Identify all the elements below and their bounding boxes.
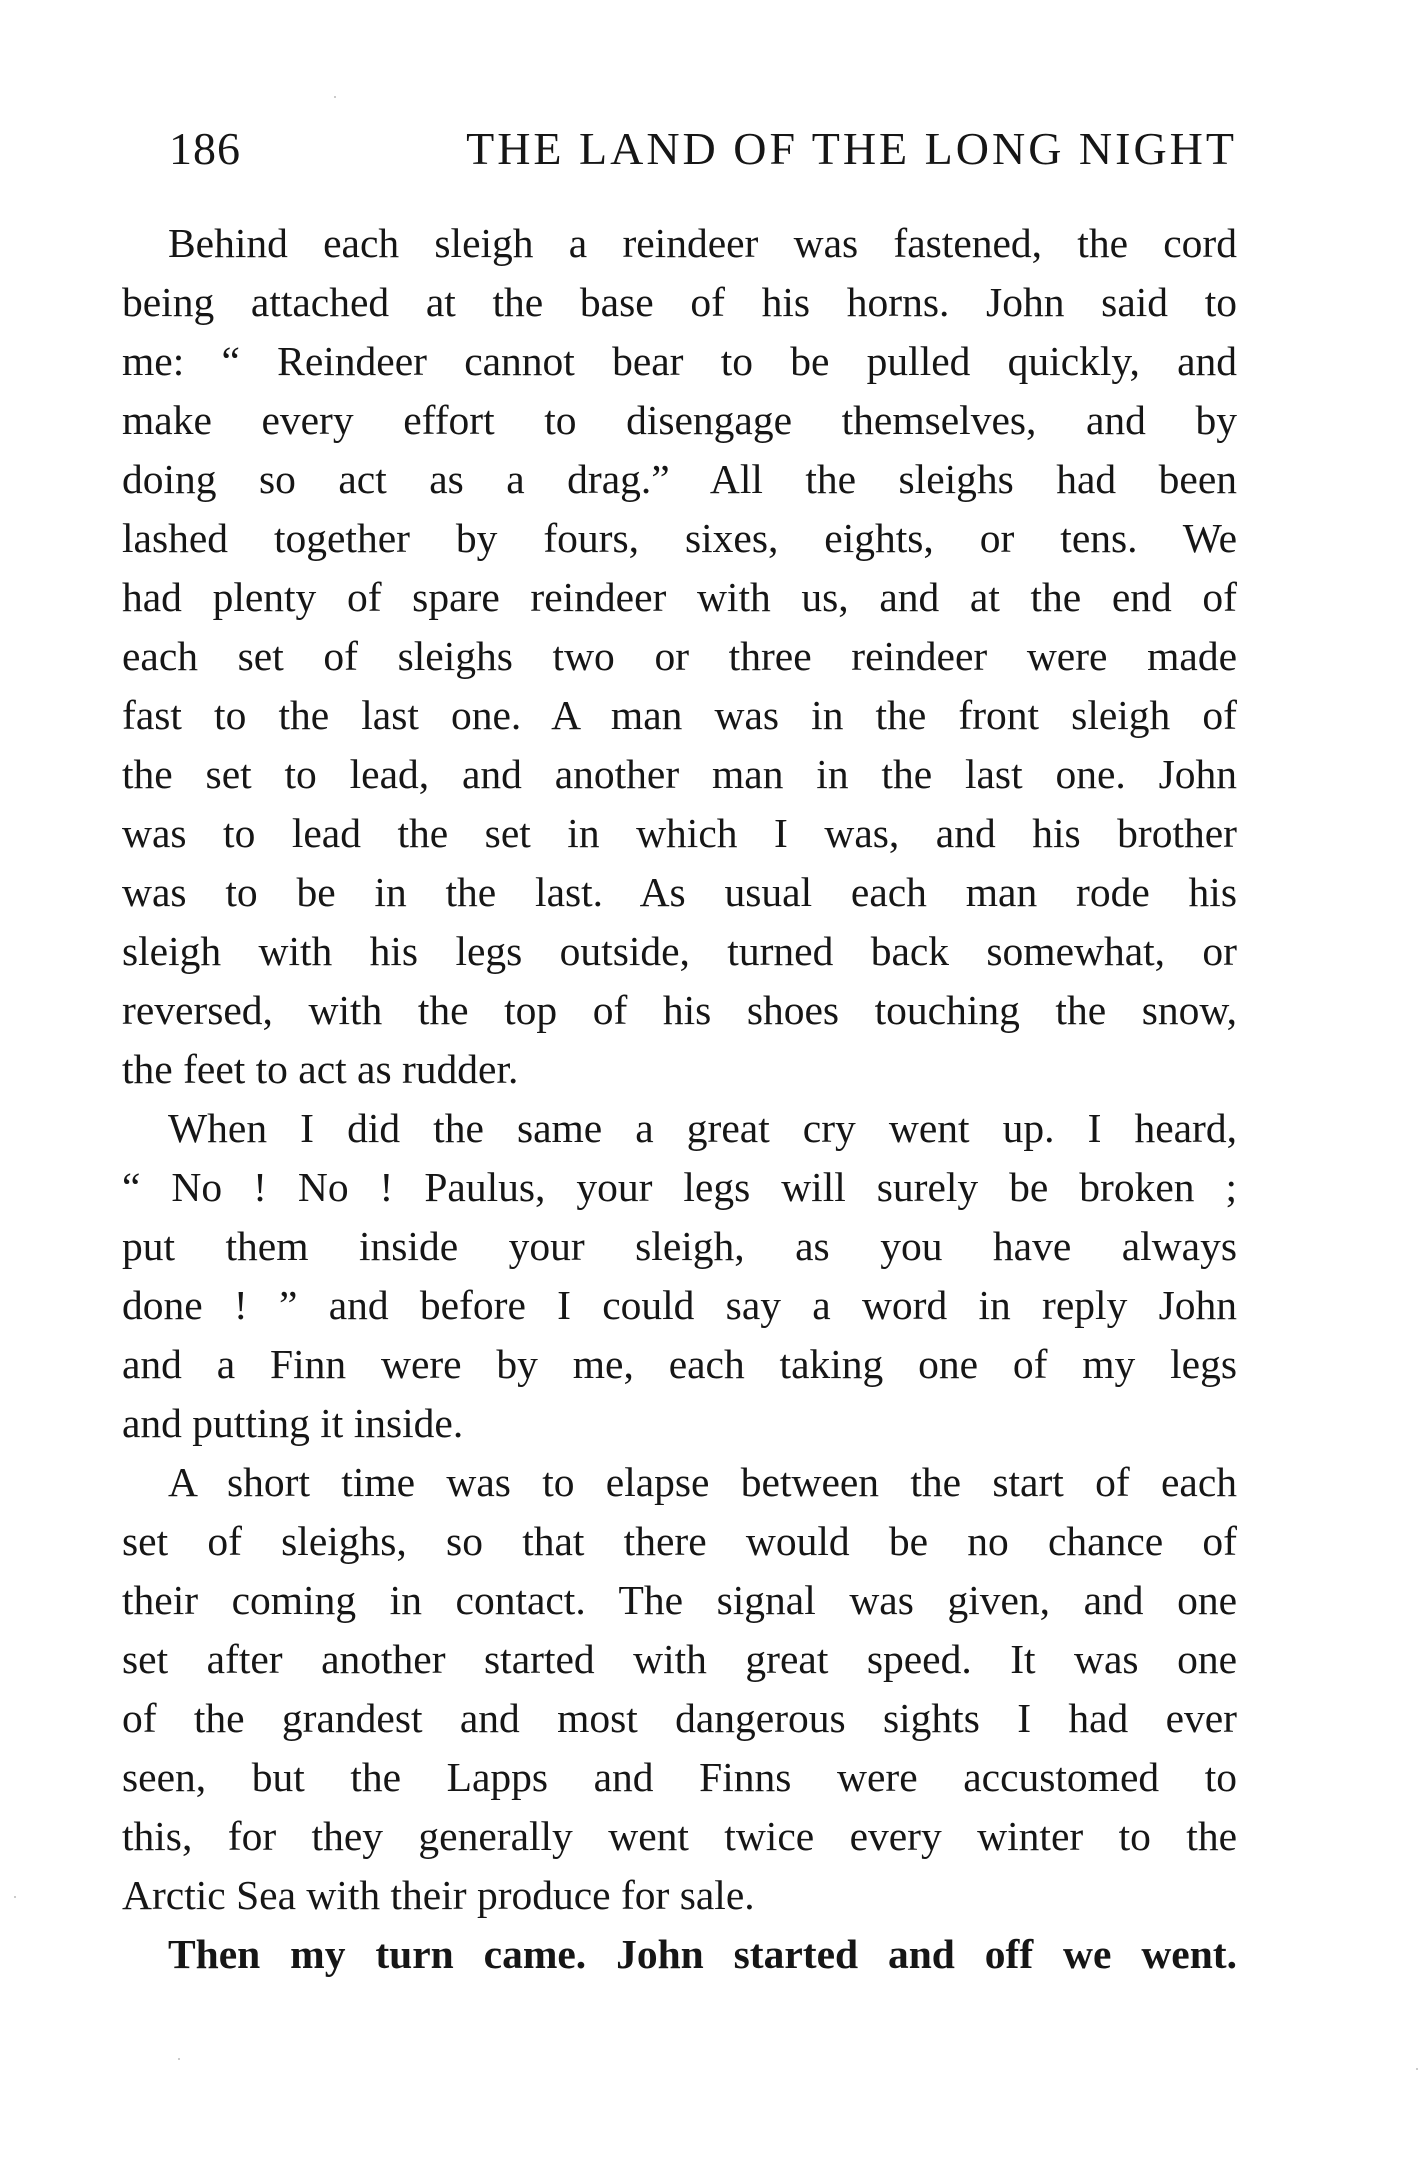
- paragraph: [122, 1099, 1237, 1453]
- text-line: put them inside your sleigh, as you have always: [122, 1223, 1237, 1269]
- text-line: make every effort to disengage themselves, and by: [122, 397, 1237, 443]
- text-line: seen, but the Lapps and Finns were accustomed to: [122, 1754, 1237, 1800]
- text-line: and putting it inside.: [122, 1400, 464, 1446]
- text-line: Arctic Sea with their produce for sale.: [122, 1872, 755, 1918]
- body-text: [122, 214, 1237, 1984]
- text-line: was to lead the set in which I was, and his brother: [122, 810, 1237, 856]
- text-line: set after another started with great speed. It was one: [122, 1636, 1237, 1682]
- text-line: fast to the last one. A man was in the front sleigh of: [122, 692, 1237, 738]
- text-line: this, for they generally went twice every winter to the: [122, 1813, 1237, 1859]
- text-line: reversed, with the top of his shoes touching the snow,: [122, 987, 1237, 1033]
- paragraph: [122, 214, 1237, 1099]
- paragraph: [122, 1453, 1237, 1925]
- text-line: set of sleighs, so that there would be no chance of: [122, 1518, 1237, 1564]
- scan-speck: [334, 96, 336, 98]
- scan-speck: [178, 2058, 180, 2060]
- text-line: lashed together by fours, sixes, eights, or tens. We: [122, 515, 1237, 561]
- text-line: sleigh with his legs outside, turned back somewhat, or: [122, 928, 1237, 974]
- text-line: their coming in contact. The signal was given, and one: [122, 1577, 1237, 1623]
- page-number: 186: [169, 123, 241, 174]
- paragraph: [122, 1925, 1237, 1984]
- scan-speck: [1416, 2068, 1418, 2070]
- text-line: of the grandest and most dangerous sights I had ever: [122, 1695, 1237, 1741]
- text-line: Then my turn came. John started and off we went.: [168, 1931, 1237, 1977]
- page-header: [169, 122, 1237, 182]
- text-line: done ! ” and before I could say a word in reply John: [122, 1282, 1237, 1328]
- text-line: the set to lead, and another man in the last one. John: [122, 751, 1237, 797]
- text-line: the feet to act as rudder.: [122, 1046, 519, 1092]
- text-line: When I did the same a great cry went up. I heard,: [168, 1105, 1237, 1151]
- text-line: was to be in the last. As usual each man rode his: [122, 869, 1237, 915]
- scan-speck: [14, 1896, 16, 1898]
- text-line: being attached at the base of his horns. John said to: [122, 279, 1237, 325]
- text-line: each set of sleighs two or three reindeer were made: [122, 633, 1237, 679]
- text-line: me: “ Reindeer cannot bear to be pulled quickly, and: [122, 338, 1237, 384]
- text-line: A short time was to elapse between the start of each: [168, 1459, 1237, 1505]
- text-line: had plenty of spare reindeer with us, and at the end of: [122, 574, 1237, 620]
- text-line: Behind each sleigh a reindeer was fastened, the cord: [168, 220, 1237, 266]
- text-line: doing so act as a drag.” All the sleighs had been: [122, 456, 1237, 502]
- text-line: and a Finn were by me, each taking one of my legs: [122, 1341, 1237, 1387]
- running-head: THE LAND OF THE LONG NIGHT: [466, 123, 1237, 174]
- text-line: “ No ! No ! Paulus, your legs will surely be broken ;: [122, 1164, 1237, 1210]
